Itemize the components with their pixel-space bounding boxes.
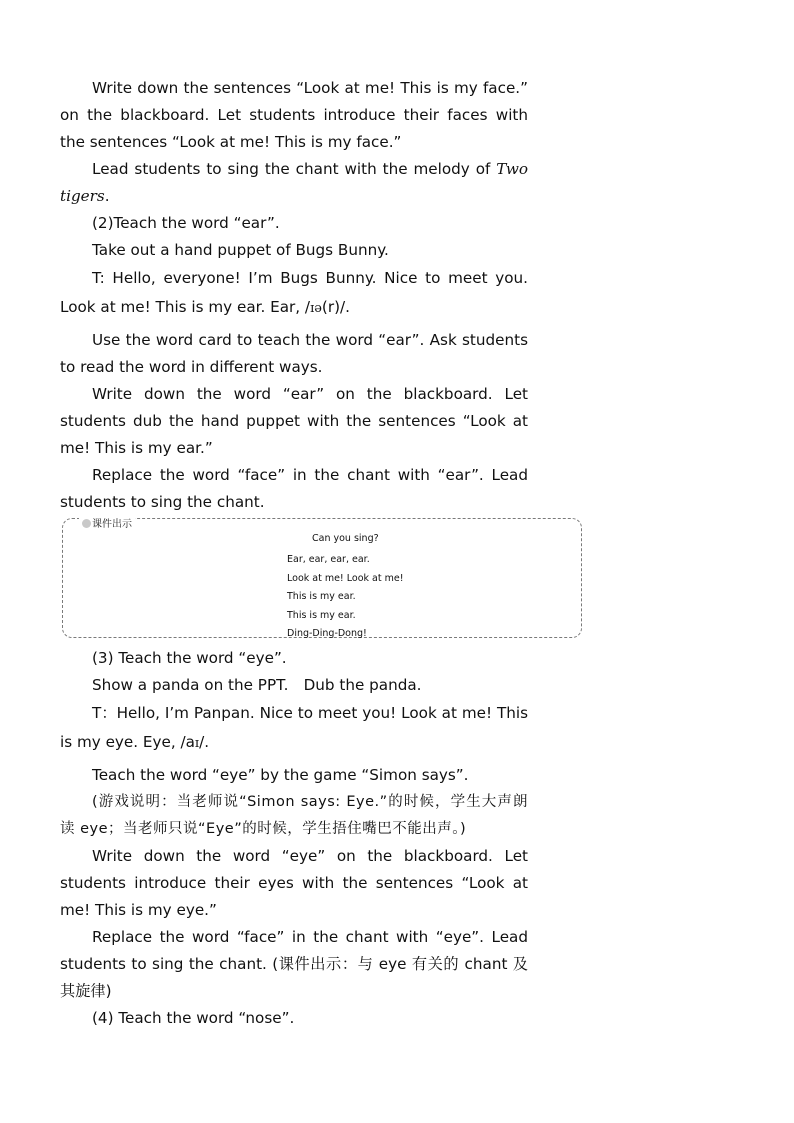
chant-line: This is my ear. xyxy=(287,591,356,603)
chant-line: This is my ear. xyxy=(287,609,356,621)
chant-line: Look at me! Look at me! xyxy=(287,572,404,584)
paragraph-panpan-dialogue xyxy=(60,699,528,758)
paragraph-sing-chant xyxy=(60,156,528,210)
chant-title: Can you sing? xyxy=(312,533,379,544)
dialogue-end: (r)/. xyxy=(321,298,350,316)
paragraph-simon-says: Teach the word “eye” by the game “Simon says”. xyxy=(92,766,469,784)
paragraph-hand-puppet: Take out a hand puppet of Bugs Bunny. xyxy=(92,241,389,259)
dialogue-text: T: Hello, everyone! I’m Bugs Bunny. Nice to meet you. Look at me! This is my ear. Ear, / xyxy=(60,269,528,316)
dialogue-end: /. xyxy=(199,733,210,751)
courseware-slide-box xyxy=(62,518,582,638)
period: . xyxy=(104,187,110,205)
tag-dot-icon xyxy=(82,519,91,528)
chant-instruction: Lead students to sing the chant with the melody of xyxy=(92,160,497,178)
heading-teach-ear: (2)Teach the word “ear”. xyxy=(92,214,280,232)
dialogue-text: T：Hello, I’m Panpan. Nice to meet you! Look at me! This is my eye. Eye, /a xyxy=(60,704,528,751)
ipa-ear: ɪə xyxy=(310,301,322,316)
melody-title: Two tigers xyxy=(60,160,528,205)
paragraph-replace-ear: Replace the word “face” in the chant with “ear”. Lead students to sing the chant. xyxy=(60,466,528,511)
paragraph-bugs-bunny-dialogue xyxy=(60,264,528,323)
slide-tag xyxy=(79,515,135,530)
ipa-eye: ɪ xyxy=(194,736,200,751)
paragraph-blackboard-ear: Write down the word “ear” on the blackboard. Let students dub the hand puppet with the sentences “Look at me! This is my ear.” xyxy=(60,385,528,457)
heading-teach-eye: (3) Teach the word “eye”. xyxy=(92,649,287,667)
chant-line: Ear, ear, ear, ear. xyxy=(287,554,370,565)
heading-teach-nose: (4) Teach the word “nose”. xyxy=(92,1009,295,1027)
paragraph-game-rules: (游戏说明：当老师说“Simon says: Eye.”的时候，学生大声朗读 eye；当老师只说“Eye”的时候，学生捂住嘴巴不能出声。) xyxy=(60,794,528,837)
paragraph-blackboard-eye: Write down the word “eye” on the blackboard. Let students introduce their eyes with the sentences “Look at me! This is my eye.” xyxy=(60,847,528,919)
paragraph-show-panda: Show a panda on the PPT. Dub the panda. xyxy=(92,676,422,694)
lesson-text-part-1 xyxy=(60,75,528,516)
chant-line: Ding-Ding-Dong! xyxy=(287,628,367,640)
paragraph-replace-eye: Replace the word “face” in the chant with “eye”. Lead students to sing the chant. (课件出示：与 eye 有关的 chant 及其旋律) xyxy=(60,928,528,1000)
lesson-text-part-2 xyxy=(60,645,528,1032)
slide-tag-label: 课件出示 xyxy=(92,519,132,530)
chant-lines xyxy=(287,551,404,644)
paragraph-blackboard-face: Write down the sentences “Look at me! This is my face.” on the blackboard. Let students introduce their faces with the sentences “Look at me! This is my face.” xyxy=(60,79,528,151)
paragraph-word-card: Use the word card to teach the word “ear”. Ask students to read the word in different ways. xyxy=(60,331,528,376)
